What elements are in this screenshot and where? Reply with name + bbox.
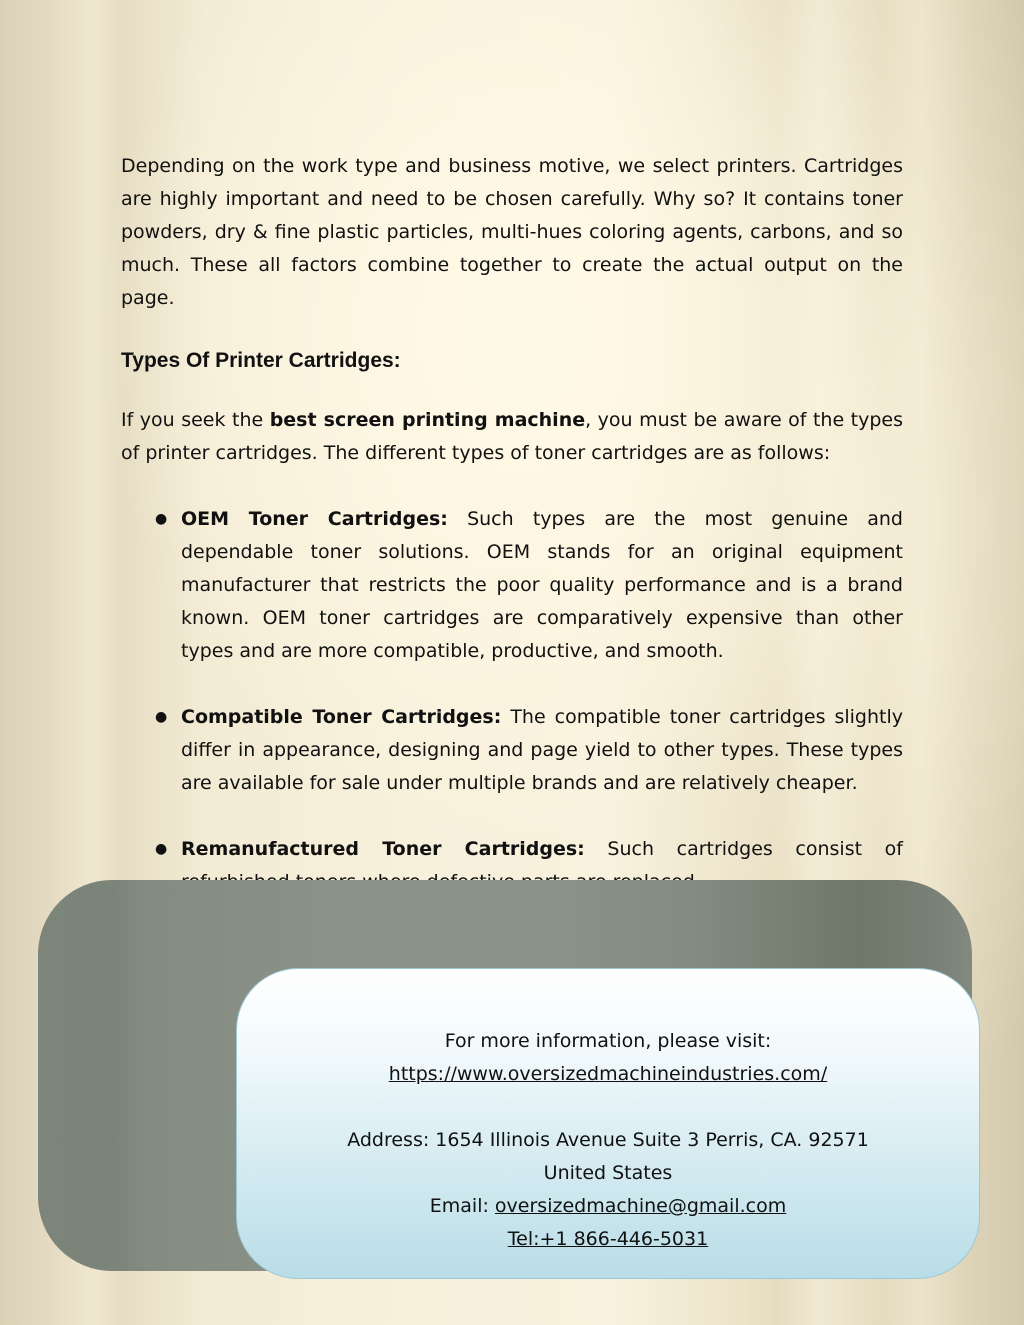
list-item-text: The compatible toner cartridges slightly differ in appearance, designing and page yield to other types. These types are available for sale under multiple brands and are relatively cheaper.	[181, 706, 903, 794]
list-item-text: Such cartridges consist of	[607, 838, 903, 860]
list-item-term: Compatible Toner Cartridges:	[181, 706, 502, 728]
address-line-2: United States	[543, 1162, 673, 1184]
list-item-text: Such types are the most genuine and dependable toner solutions. OEM stands for an original equipment manufacturer that restricts the poor quality performance and is a brand known. OEM toner cartridges are comparatively expensive than other types and are more compatible, productive, and smooth.	[181, 508, 903, 662]
article-body	[121, 150, 903, 932]
section-heading: Types Of Printer Cartridges:	[121, 349, 401, 372]
list-item-compatible	[121, 701, 903, 800]
types-intro-before: If you seek the	[121, 409, 270, 431]
phone-link[interactable]: Tel:+1 866-446-5031	[507, 1228, 709, 1250]
list-item-oem	[121, 503, 903, 668]
best-screen-printing-machine-keyword: best screen printing machine	[269, 409, 586, 431]
info-label: For more information, please visit:	[444, 1030, 772, 1052]
email-link[interactable]: oversizedmachine@gmail.com	[494, 1195, 787, 1217]
cartridge-types-list	[121, 503, 903, 899]
types-intro-after: , you must be aware of the types of printer cartridges. The different types of toner cartridges are as follows:	[121, 409, 904, 464]
contact-card	[236, 968, 980, 1279]
intro-paragraph: Depending on the work type and business motive, we select printers. Cartridges are highly important and need to be chosen carefully. Why so? It contains toner powders, dry & fine plastic particles, multi-hues coloring agents, carbons, and so much. These all factors combine together to create the actual output on the page.	[121, 155, 903, 309]
list-item-term: OEM Toner Cartridges:	[181, 508, 448, 530]
bullet-dot-icon: ●	[155, 709, 168, 725]
address-line-1: Address: 1654 Illinois Avenue Suite 3 Perris, CA. 92571	[347, 1129, 869, 1151]
email-line	[237, 1190, 979, 1223]
list-item-term: Remanufactured Toner Cartridges:	[181, 838, 585, 860]
bullet-dot-icon: ●	[155, 841, 168, 857]
website-link[interactable]: https://www.oversizedmachineindustries.com/	[388, 1063, 828, 1085]
bullet-dot-icon: ●	[155, 511, 168, 527]
email-label: Email:	[429, 1195, 495, 1217]
types-intro-paragraph	[121, 404, 903, 470]
contact-spacer	[237, 1091, 979, 1124]
